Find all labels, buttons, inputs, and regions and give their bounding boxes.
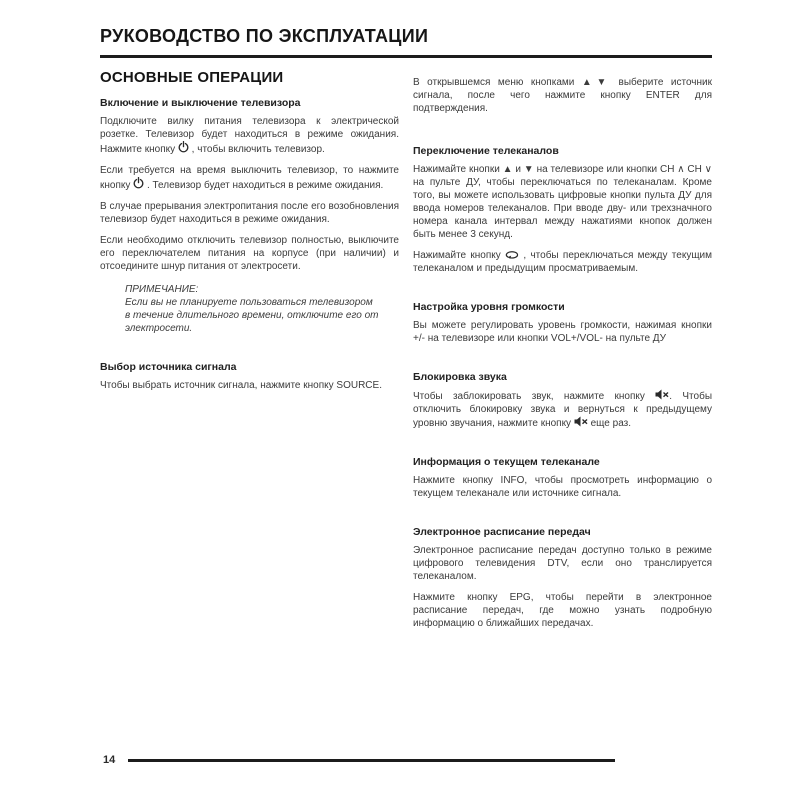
paragraph-text: , чтобы переключаться между текущим телеканалом и предыдущим просматриваемым. xyxy=(413,250,713,274)
paragraph-power-standby xyxy=(100,164,399,192)
paragraph-channel-info: Нажмите кнопку INFO, чтобы просмотреть информацию о текущем телеканале или источнике сигнала. xyxy=(413,475,712,499)
heading-source-select: Выбор источника сигнала xyxy=(100,361,237,373)
left-column xyxy=(100,69,399,638)
paragraph-text: . Телевизор будет находиться в режиме ожидания. xyxy=(146,180,384,191)
paragraph-source-select: Чтобы выбрать источник сигнала, нажмите кнопку SOURCE. xyxy=(100,380,382,391)
heading-channel-info: Информация о текущем телеканале xyxy=(413,456,600,468)
power-icon xyxy=(178,141,189,153)
heading-epg: Электронное расписание передач xyxy=(413,526,591,538)
page-title: РУКОВОДСТВО ПО ЭКСПЛУАТАЦИИ xyxy=(100,26,429,46)
paragraph-text: еще раз. xyxy=(590,418,632,429)
heading-mute: Блокировка звука xyxy=(413,371,507,383)
paragraph-epg-availability: Электронное расписание передач доступно только в режиме цифрового телевидения DTV, если оно транслируется телеканалом. xyxy=(413,545,712,582)
header-rule xyxy=(100,55,712,58)
recall-loop-icon xyxy=(505,250,519,259)
paragraph-epg-button: Нажмите кнопку EPG, чтобы перейти в электронное расписание передач, где можно узнать подробную информацию о ближайших передачах. xyxy=(413,592,712,629)
paragraph-text: Если требуется на время выключить телевизор, то нажмите кнопку xyxy=(100,165,399,191)
note-text: Если вы не планируете пользоваться телевизором в течение длительного времени, отключите его от электросети. xyxy=(125,297,379,334)
paragraph-text: Подключите вилку питания телевизора к электрической розетке. Телевизор будет находиться в режиме ожидания. Нажмите кнопку xyxy=(100,116,399,155)
page-number: 14 xyxy=(103,754,116,766)
paragraph-volume: Вы можете регулировать уровень громкости, нажимая кнопки +/- на телевизоре или кнопки VOL+/VOL- на пульте ДУ xyxy=(413,320,712,344)
footer-rule xyxy=(128,759,615,762)
paragraph-text: Нажимайте кнопку xyxy=(413,250,501,261)
power-icon xyxy=(133,177,144,189)
right-column xyxy=(413,69,712,638)
mute-icon xyxy=(655,389,669,400)
paragraph-text: . Чтобы отключить блокировку звука и вернуться к предыдущему уровню звучания, нажмите кнопку xyxy=(413,391,713,429)
paragraph-channel-recall xyxy=(413,249,712,275)
paragraph-power-on xyxy=(100,115,399,156)
note-label: ПРИМЕЧАНИЕ: xyxy=(125,284,199,295)
paragraph-text: , чтобы включить телевизор. xyxy=(191,144,325,155)
page-footer xyxy=(103,754,710,766)
heading-channel-switching: Переключение телеканалов xyxy=(413,145,559,157)
mute-icon xyxy=(574,416,588,427)
heading-volume: Настройка уровня громкости xyxy=(413,301,565,313)
paragraph-mute xyxy=(413,389,712,430)
two-column-layout xyxy=(100,69,712,638)
heading-power-on-off: Включение и выключение телевизора xyxy=(100,97,301,109)
section-title-basic-operations: ОСНОВНЫЕ ОПЕРАЦИИ xyxy=(100,69,284,86)
paragraph-channel-buttons: Нажимайте кнопки ▲ и ▼ на телевизоре или кнопки CH ∧ CH ∨ на пульте ДУ, чтобы переключаться по телеканалам. Кроме того, вы можете использовать цифровые кнопки пульта ДУ для ввода номеров телеканалов. При вводе дву- или трехзначного номера канала интервал между нажатиями кнопок должен быть менее 3 секунд. xyxy=(413,164,712,240)
paragraph-source-menu: В открывшемся меню кнопками ▲▼ выберите источник сигнала, после чего нажмите кнопку ENTER для подтверждения. xyxy=(413,77,712,114)
page-content xyxy=(100,26,712,638)
paragraph-power-full-off: Если необходимо отключить телевизор полностью, выключите его переключателем питания на корпусе (при наличии) и отсоедините шнур питания от электросети. xyxy=(100,235,399,272)
paragraph-power-interruption: В случае прерывания электропитания после его возобновления телевизор будет находиться в режиме ожидания. xyxy=(100,201,399,225)
note-block xyxy=(125,283,379,335)
paragraph-text: Чтобы заблокировать звук, нажмите кнопку xyxy=(413,391,645,402)
